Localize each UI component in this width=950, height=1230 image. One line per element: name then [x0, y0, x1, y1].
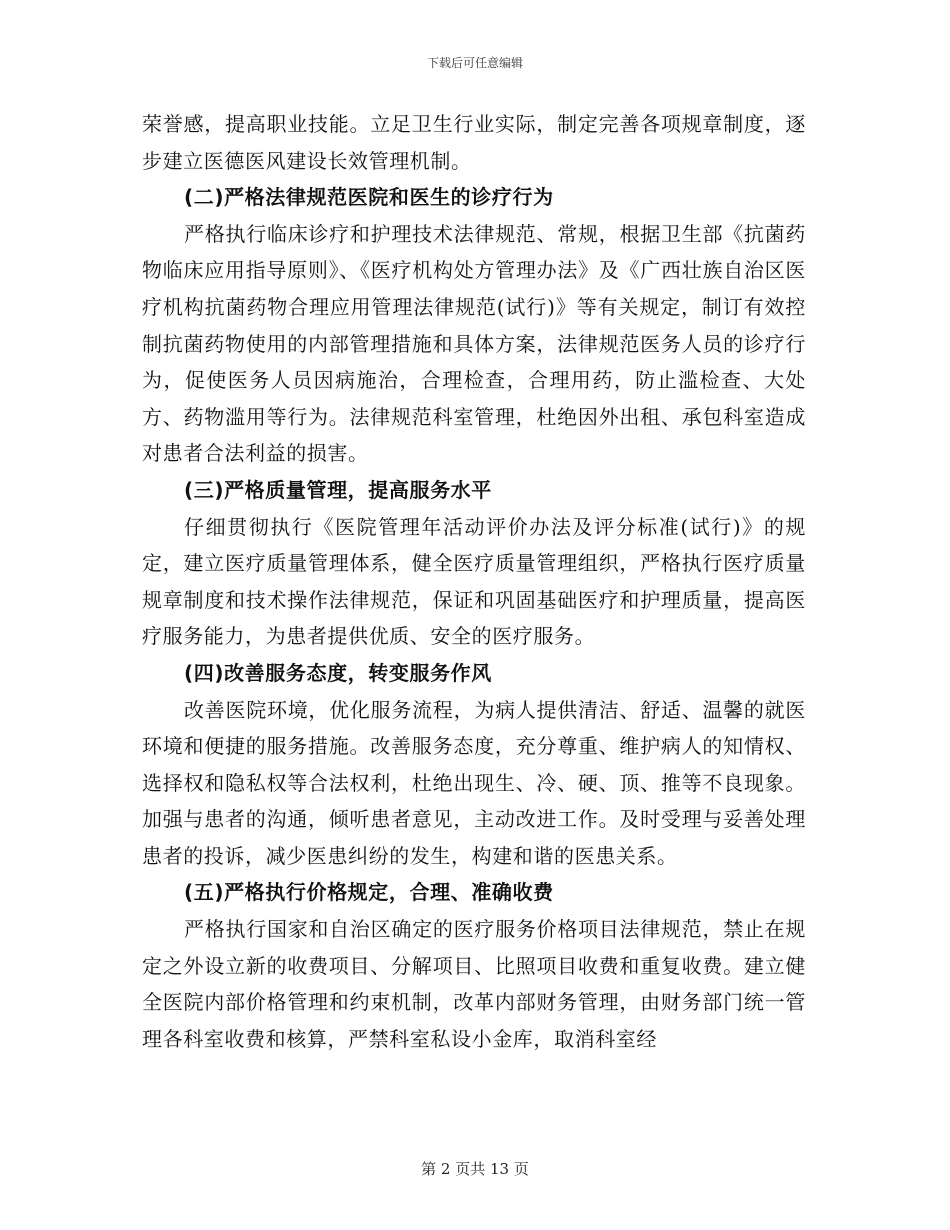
page-header-note: 下载后可任意编辑	[426, 56, 523, 70]
paragraph-section-2: 严格执行临床诊疗和护理技术法律规范、常规，根据卫生部《抗菌药物临床应用指导原则》、《医疗机构处方管理办法》及《广西壮族自治区医疗机构抗菌药物合理应用管理法律规范(试行)》等有关规定，制订有效控制抗菌药物使用的内部管理措施和具体方案，法律规范医务人员的诊疗行为，促使医务人员因病施治，合理检查，合理用药，防止滥检查、大处方、药物滥用等行为。法律规范科室管理，杜绝因外出租、承包科室造成对患者合法利益的损害。	[142, 221, 806, 466]
paragraph-section-3: 仔细贯彻执行《医院管理年活动评价办法及评分标准(试行)》的规定，建立医疗质量管理体系，健全医疗质量管理组织，严格执行医疗质量规章制度和技术操作法律规范，保证和巩固基础医疗和护理质量，提高医疗服务能力，为患者提供优质、安全的医疗服务。	[142, 514, 806, 649]
page-number: 第 2 页共 13 页	[421, 1160, 529, 1178]
section-heading-3: (三)严格质量管理，提高服务水平	[184, 477, 492, 502]
paragraph-section-5: 严格执行国家和自治区确定的医疗服务价格项目法律规范，禁止在规定之外设立新的收费项目、分解项目、比照项目收费和重复收费。建立健全医院内部价格管理和约束机制，改革内部财务管理，由财务部门统一管理各科室收费和核算，严禁科室私设小金库，取消科室经	[142, 917, 806, 1051]
paragraph-intro: 荣誉感，提高职业技能。立足卫生行业实际，制定完善各项规章制度，逐步建立医德医风建设长效管理机制。	[142, 112, 806, 173]
section-heading-5: (五)严格执行价格规定，合理、准确收费	[184, 880, 554, 905]
section-heading-4: (四)改善服务态度，转变服务作风	[184, 660, 492, 685]
document-body	[142, 106, 806, 1057]
section-heading-2: (二)严格法律规范医院和医生的诊疗行为	[184, 185, 554, 210]
paragraph-section-4: 改善医院环境，优化服务流程，为病人提供清洁、舒适、温馨的就医环境和便捷的服务措施。改善服务态度，充分尊重、维护病人的知情权、选择权和隐私权等合法权利，杜绝出现生、冷、硬、顶、推等不良现象。加强与患者的沟通，倾听患者意见，主动改进工作。及时受理与妥善处理患者的投诉，减少医患纠纷的发生，构建和谐的医患关系。	[142, 697, 806, 868]
